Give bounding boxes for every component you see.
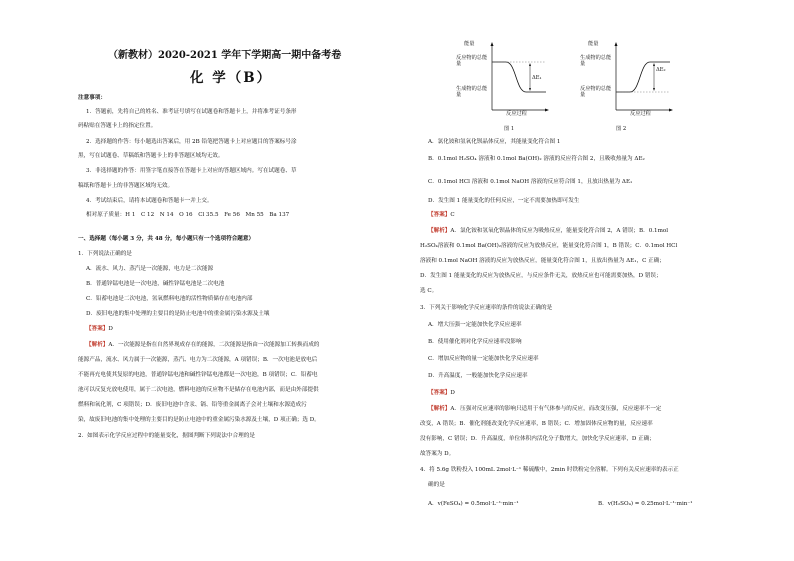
analysis-text: 不能再充电使其复原的电池，普通锌锰电池和碱性锌锰电池都是一次电池，B 项错误；C．铅蓄电 <box>78 372 318 378</box>
answer-line <box>428 390 455 397</box>
option-c: C．增加反应物的量一定能加快化学反应速率 <box>428 356 539 362</box>
subject-title: 化 学（B） <box>190 70 273 86</box>
option-b: B．使用催化剂对化学反应速率没影响 <box>428 339 522 345</box>
analysis-label: 【解析】 <box>428 228 451 234</box>
analysis-text: A．一次能源是指在自然界现成存在的能源，二次能源是指由一次能源加工转换而成的 <box>108 342 320 348</box>
fig2-reactants-label: 反应物的总能量 <box>580 86 612 98</box>
fig2-products-label: 生成物的总能量 <box>580 55 612 67</box>
option-b: B．普通锌锰电池是一次电池，碱性锌锰电池是二次电池 <box>86 281 225 287</box>
energy-diagram-2 <box>574 40 674 118</box>
option-d: D．发生图 1 能量变化的任何反应，一定不需要加热即可发生 <box>428 198 580 204</box>
analysis-text: 溶液和 0.1mol NaOH 溶液的反应为放热反应，能量变化符合图 1，且放出热量为 ΔE₁，C 正确； <box>420 258 665 264</box>
binding-margin <box>8 60 22 530</box>
answer-label: 【答案】 <box>428 212 451 218</box>
fig1-delta: ΔE₁ <box>532 75 542 81</box>
option-b: B．0.1mol H₂SO₄ 溶液和 0.1mol Ba(OH)₂ 溶液的反应符合图 2，且吸收热量为 ΔE₂ <box>428 156 645 162</box>
answer-label: 【答案】 <box>86 326 109 332</box>
question-stem: 4．将 5.6g 铁粉投入 100mL 2mol·L⁻¹ 稀硫酸中，2min 时铁粉完全溶解。下列有关反应速率的表示正 <box>420 467 679 473</box>
notice-item: 黑，写在试题卷、草稿纸和答题卡上的非答题区域均无效。 <box>78 153 224 159</box>
answer-value: C <box>450 212 455 218</box>
question-stem: 3．下列关于影响化学反应速率的条件的说法正确的是 <box>420 305 553 311</box>
analysis-line <box>428 228 668 235</box>
exam-title: （新教材）2020-2021 学年下学期高一期中备考卷 <box>108 50 342 61</box>
fig2-y-axis: 能量 <box>588 41 599 47</box>
analysis-text: A．压强对反应速率的影响只适用于有气体参与的反应，而改变压强，反应速率不一定 <box>450 406 662 412</box>
question-stem: 2．如图表示化学反应过程中的能量变化，据图判断下列说法中合理的是 <box>78 433 255 439</box>
analysis-label: 【解析】 <box>428 406 451 412</box>
option-a: A．增大压强一定能加快化学反应速率 <box>428 322 522 328</box>
notice-item: 码粘贴在答题卡上的指定位置。 <box>78 123 157 129</box>
analysis-text: D．发生图 1 能量变化的反应为放热反应，与反应条件无关，放热反应也可能需要加热，D 错误； <box>420 273 662 279</box>
analysis-text: 改变，A 错误；B．催化剂能改变化学反应速率，B 错误；C．增加固体反应物的量，反应速率 <box>420 421 653 427</box>
section-heading: 一、选择题（每小题 3 分，共 48 分，每小题只有一个选项符合题意） <box>78 236 255 242</box>
analysis-text: 没有影响，C 错误；D．升高温度，单位体积内活化分子数增大，加快化学反应速率，D 正确； <box>420 436 655 442</box>
option-a: A．v(FeSO₄) = 0.5mol·L⁻¹·min⁻¹ <box>428 501 519 507</box>
notice-heading: 注意事项： <box>78 95 106 101</box>
question-stem: 1．下列说法正确的是 <box>78 251 132 257</box>
analysis-line <box>86 342 319 349</box>
option-b: B．v(H₂SO₄) = 0.25mol·L⁻¹·min⁻¹ <box>598 501 693 507</box>
option-d: D．废旧电池的集中处理的主要目的是防止电池中的重金属污染水源及土壤 <box>86 311 270 317</box>
option-a: A．流水、风力、蒸汽是一次能源，电力是二次能源 <box>86 266 214 272</box>
answer-label: 【答案】 <box>428 390 451 396</box>
option-c: C．铅蓄电池是二次电池，氢氧燃料电池的活性物质储存在电池内部 <box>86 296 253 302</box>
answer-line <box>86 326 113 333</box>
notice-item: 2．选择题的作答：每小题选出答案后，用 2B 铅笔把答题卡上对应题目的答案标号涂 <box>86 139 297 145</box>
question-stem-cont: 确的是 <box>428 482 445 488</box>
option-d: D．升高温度，一般能加快化学反应速率 <box>428 373 528 379</box>
notice-item: 1．答题前，先将自己的姓名、准考证号填写在试题卷和答题卡上，并将准考证号条形 <box>86 109 297 115</box>
analysis-text: 故答案为 D。 <box>420 451 455 457</box>
analysis-text: 选 C。 <box>420 288 438 294</box>
notice-item: 3．非选择题的作答：用签字笔直接答在答题卡上对应的答题区域内。写在试题卷、草 <box>86 168 297 174</box>
option-c: C．0.1mol HCl 溶液和 0.1mol NaOH 溶液的反应符合图 1，且放出热量为 ΔE₁ <box>428 179 633 185</box>
analysis-text: 能源产品，流水、风力属于一次能源，蒸汽、电力为二次能源，A 项错误；B．一次电池是放电后 <box>78 357 318 363</box>
fig2-caption: 图 2 <box>616 126 627 132</box>
notice-item: 稿纸和答题卡上的非答题区域均无效。 <box>78 183 174 189</box>
atomic-masses: 相对原子质量：H 1 C 12 N 14 O 16 Cl 35.5 Fe 56 Mn 55 Ba 137 <box>86 212 290 218</box>
answer-line <box>428 212 455 219</box>
fig2-x-axis: 反应过程 <box>630 111 651 117</box>
option-a: A．氯化铵和氢氧化钡晶体反应，其能量变化符合图 1 <box>428 139 561 145</box>
fig1-products-label: 生成物的总能量 <box>456 86 488 98</box>
notice-item: 4．考试结束后，请将本试题卷和答题卡一并上交。 <box>86 198 213 204</box>
fig1-x-axis: 反应过程 <box>506 111 527 117</box>
fig1-caption: 图 1 <box>504 126 515 132</box>
fig1-y-axis: 能量 <box>464 41 475 47</box>
analysis-text: 池可以反复充放电使用，属于二次电池，燃料电池的反应物不是储存在电池内部，而是由外部提供 <box>78 387 319 393</box>
analysis-line <box>428 406 661 413</box>
fig2-delta: ΔE₂ <box>656 67 666 73</box>
analysis-text: H₂SO₄溶液和 0.1mol Ba(OH)₂溶液的反应为放热反应，能量变化符合图 1，B 错误；C．0.1mol HCl <box>420 243 678 249</box>
analysis-text: A．氯化铵和氢氧化钡晶体的反应为吸热反应，能量变化符合图 2，A 错误；B．0.1mol <box>450 228 669 234</box>
analysis-label: 【解析】 <box>86 342 109 348</box>
analysis-text: 燃料和氧化剂，C 项错误；D．废旧电池中含汞、镉、铅等重金属离子会对土壤和水源造成污 <box>78 402 307 408</box>
analysis-text: 染，故废旧电池的集中处理的主要目的是防止电池中的重金属污染水源及土壤，D 项正确；选 D。 <box>78 417 320 423</box>
answer-value: D <box>450 390 455 396</box>
answer-value: D <box>108 326 113 332</box>
fig1-reactants-label: 反应物的总能量 <box>456 55 488 67</box>
